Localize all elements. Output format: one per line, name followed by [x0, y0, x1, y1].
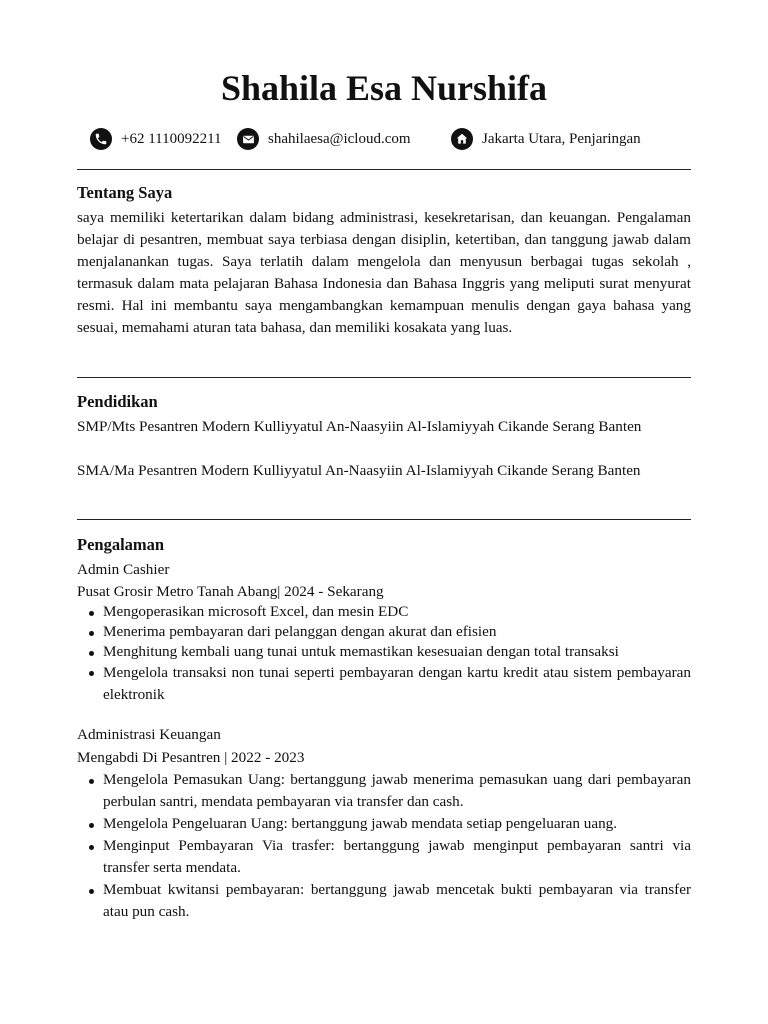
section-title-about: Tentang Saya — [77, 183, 173, 202]
email-icon — [237, 128, 259, 150]
list-item: Membuat kwitansi pembayaran: bertanggung jawab mencetak bukti pembayaran via transfer atau pun cash. — [77, 879, 691, 923]
contact-address — [451, 128, 641, 150]
about-text: saya memiliki ketertarikan dalam bidang administrasi, kesekretarisan, dan keuangan. Pengalaman belajar di pesantren, membuat saya terbiasa dengan disiplin, ketertiban, dan tanggung jawab dalam menjalanankan tugas. Saya terlatih dalam mengelola dan menyusun berbagai tugas sekolah , termasuk dalam mata pelajaran Bahasa Indonesia dan Bahasa Inggris yang meliputi surat menyurat resmi. Hal ini membantu saya mengambangkan kemampuan menulis dengan gaya bahasa yang sesuai, memahami aturan tata bahasa, dan memiliki kosakata yang luas. — [77, 209, 691, 336]
section-title-experience: Pengalaman — [77, 535, 165, 554]
job-role: Admin Cashier — [77, 561, 170, 578]
list-item: Menginput Pembayaran Via trasfer: bertanggung jawab menginput pembayaran santri via transfer serta mendata. — [77, 835, 691, 879]
list-item: Mengelola transaksi non tunai seperti pembayaran dengan kartu kredit atau sistem pembayaran elektronik — [77, 662, 691, 706]
list-item: Mengelola Pengeluaran Uang: bertanggung jawab mendata setiap pengeluaran uang. — [77, 813, 691, 835]
job-duties-list — [77, 769, 691, 923]
home-icon — [451, 128, 473, 150]
email-text: shahilaesa@icloud.com — [268, 130, 411, 147]
section-title-education: Pendidikan — [77, 392, 158, 411]
address-text: Jakarta Utara, Penjaringan — [482, 130, 641, 147]
job-duties-list — [77, 602, 691, 706]
divider — [77, 377, 691, 378]
phone-text: +62 1110092211 — [121, 130, 222, 147]
candidate-name: Shahila Esa Nurshifa — [220, 68, 548, 108]
job-place-period: Pusat Grosir Metro Tanah Abang| 2024 - Sekarang — [77, 583, 384, 600]
contact-row — [90, 128, 690, 152]
education-item: SMP/Mts Pesantren Modern Kulliyyatul An-Naasyiin Al-Islamiyyah Cikande Serang Banten — [77, 418, 642, 435]
contact-email — [237, 128, 411, 150]
list-item: Menerima pembayaran dari pelanggan dengan akurat dan efisien — [77, 622, 691, 642]
divider — [77, 169, 691, 170]
contact-phone — [90, 128, 222, 150]
list-item: Mengelola Pemasukan Uang: bertanggung jawab menerima pemasukan uang dari pembayaran perbulan santri, mendata pembayaran via transfer dan cash. — [77, 769, 691, 813]
job-place-period: Mengabdi Di Pesantren | 2022 - 2023 — [77, 749, 305, 766]
job-role: Administrasi Keuangan — [77, 726, 221, 743]
education-item: SMA/Ma Pesantren Modern Kulliyyatul An-Naasyiin Al-Islamiyyah Cikande Serang Banten — [77, 462, 641, 479]
list-item: Mengoperasikan microsoft Excel, dan mesin EDC — [77, 602, 691, 622]
list-item: Menghitung kembali uang tunai untuk memastikan kesesuaian dengan total transaksi — [77, 642, 691, 662]
phone-icon — [90, 128, 112, 150]
divider — [77, 519, 691, 520]
